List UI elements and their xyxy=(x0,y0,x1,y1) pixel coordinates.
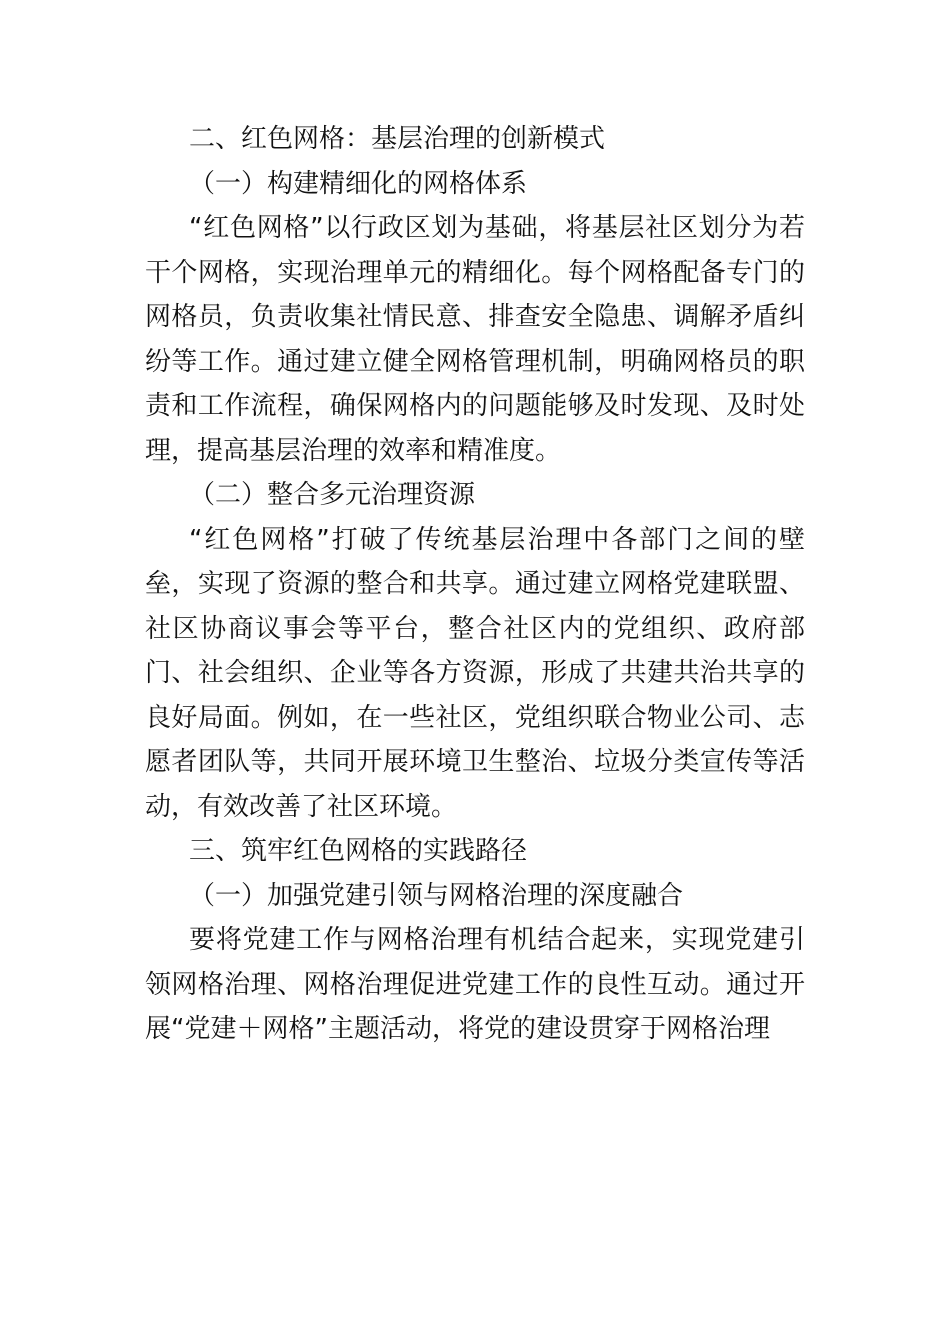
section-heading: 三、筑牢红色网格的实践路径 xyxy=(189,836,528,866)
section-heading: 二、红色网格：基层治理的创新模式 xyxy=(189,124,606,154)
paragraph: 要将党建工作与网格治理有机结合起来，实现党建引领网格治理、网格治理促进党建工作的良性互动。通过开展“党建＋网格”主题活动，将党的建设贯穿于网格治理 xyxy=(145,925,805,1044)
document-body xyxy=(145,117,805,1052)
subsection-heading: （一）加强党建引领与网格治理的深度融合 xyxy=(189,880,684,911)
paragraph: “红色网格”以行政区划为基础，将基层社区划分为若干个网格，实现治理单元的精细化。每个网格配备专门的网格员，负责收集社情民意、排查安全隐患、调解矛盾纠纷等工作。通过建立健全网格管理机制，明确网格员的职责和工作流程，确保网格内的问题能够及时发现、及时处理，提高基层治理的效率和精准度。 xyxy=(145,213,805,466)
paragraph: “红色网格”打破了传统基层治理中各部门之间的壁垒，实现了资源的整合和共享。通过建立网格党建联盟、社区协商议事会等平台，整合社区内的党组织、政府部门、社会组织、企业等各方资源，形成了共建共治共享的良好局面。例如，在一些社区，党组织联合物业公司、志愿者团队等，共同开展环境卫生整治、垃圾分类宣传等活动，有效改善了社区环境。 xyxy=(145,524,805,822)
subsection-heading: （二）整合多元治理资源 xyxy=(189,480,476,510)
subsection-heading: （一）构建精细化的网格体系 xyxy=(189,168,528,199)
